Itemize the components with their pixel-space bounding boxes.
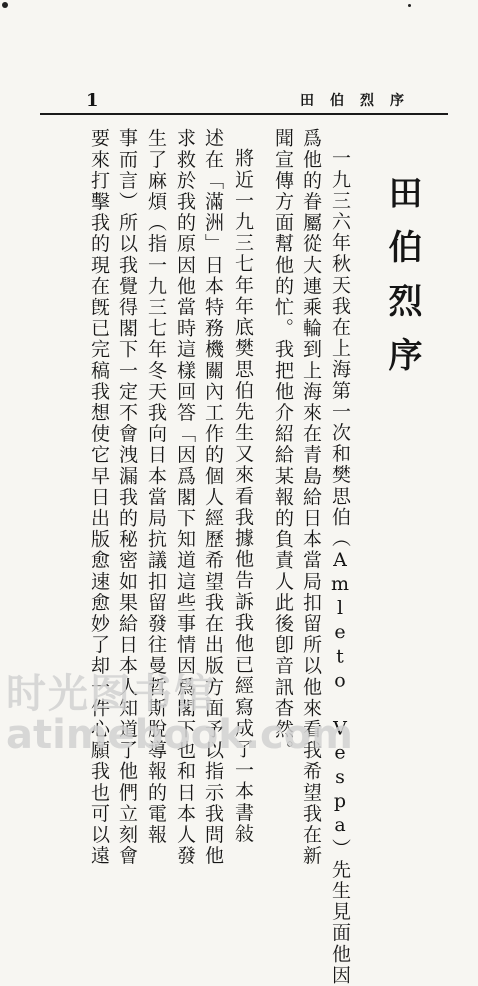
header-rule <box>40 113 448 115</box>
text-column-4: 將近一九三七年年底樊思伯先生又來看我據他告訴我他已經寫成了一本書敍 <box>232 148 254 845</box>
chapter-title: 田伯烈序 <box>382 175 422 391</box>
text-column-5: 述在「滿洲」日本特務機關內工作的個人經歷希望我在出版方面予以指示我問他 <box>202 128 224 867</box>
watermark-url: atimebook.com <box>6 712 353 758</box>
scan-speck <box>2 2 8 8</box>
text-column-3: 聞宣傳方面幫他的忙。我把他介紹給某報的負責人此後卽音訊杳然。 <box>272 128 294 761</box>
text-column-9: 要來打擊我的現在旣已完稿我想使它早日出版愈速愈妙了却一件心願我也可以遠 <box>88 128 110 867</box>
running-title: 田伯烈序 <box>300 93 420 109</box>
text-column-6: 求救於我的原因他當時這樣回答「因爲閣下知道這些事情因爲閣下也和日本人發 <box>174 128 196 867</box>
scan-speck <box>408 4 411 7</box>
watermark-chinese: 时光图书馆 <box>6 671 216 717</box>
text-column-1: 一九三六年秋天我在上海第一次和樊思伯（Amleto Vespa）先生見面他因 <box>329 148 351 986</box>
text-column-8: 事而言）所以我覺得閣下一定不會洩漏我的秘密如果給日本人知道了他們立刻會 <box>116 128 138 867</box>
text-column-7: 生了麻煩（指一九三七年冬天我向日本當局抗議扣留發往曼哲斯脫導報的電報 <box>145 128 167 846</box>
text-column-2: 爲他的眷屬從大連乘輪到上海來在青島給日本當局扣留所以他來看我希望我在新 <box>300 128 322 867</box>
page-number: 1 <box>86 90 99 111</box>
